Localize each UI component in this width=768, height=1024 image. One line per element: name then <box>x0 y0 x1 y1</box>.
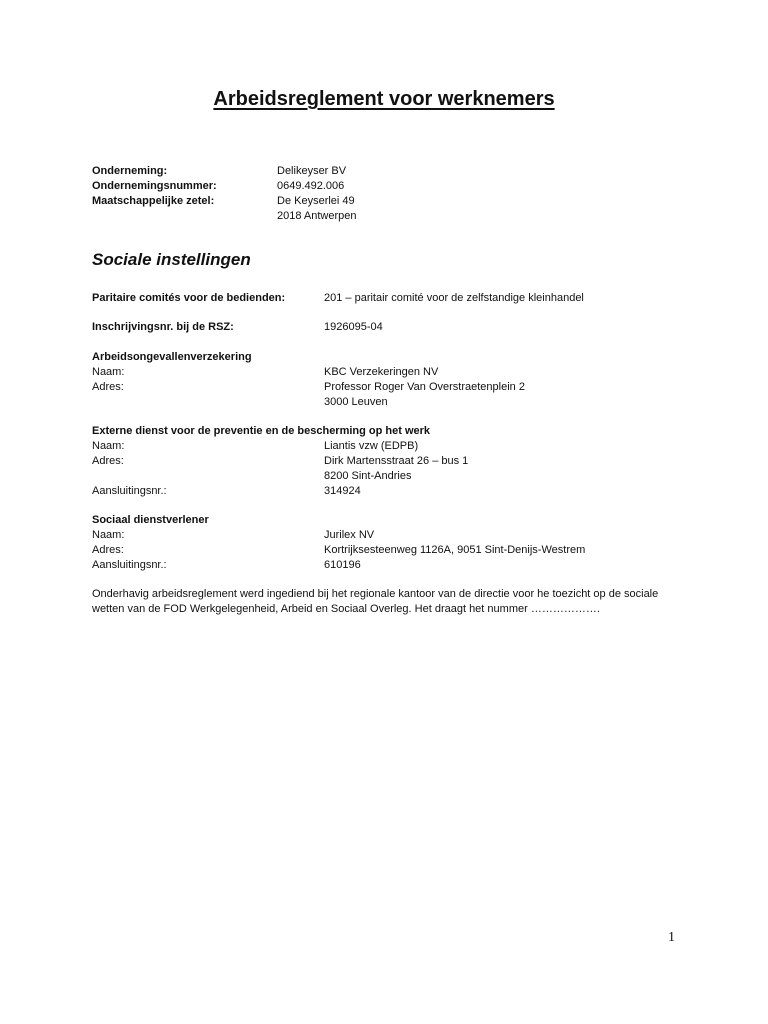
preventie-naam-label: Naam: <box>92 440 125 452</box>
zetel-label: Maatschappelijke zetel: <box>92 195 215 207</box>
preventie-naam-value: Liantis vzw (EDPB) <box>324 440 419 452</box>
onderneming-value: Delikeyser BV <box>277 165 347 177</box>
verzekering-heading: Arbeidsongevallenverzekering <box>92 351 252 363</box>
verzekering-naam-value: KBC Verzekeringen NV <box>324 366 439 378</box>
rsz-label: Inschrijvingsnr. bij de RSZ: <box>92 321 234 333</box>
onderneming-label: Onderneming: <box>92 165 168 177</box>
preventie-adres-label: Adres: <box>92 455 124 467</box>
sociaal-adres-label: Adres: <box>92 544 124 556</box>
document-title: Arbeidsreglement voor werknemers <box>213 88 555 110</box>
zetel-line2: 2018 Antwerpen <box>277 210 357 222</box>
preventie-aansluiting-value: 314924 <box>324 485 361 497</box>
page-number: 1 <box>668 930 675 945</box>
verzekering-adres-line1: Professor Roger Van Overstraetenplein 2 <box>324 381 525 393</box>
ondernemingsnummer-label: Ondernemingsnummer: <box>92 180 217 192</box>
closing-paragraph: Onderhavig arbeidsreglement werd ingediend bij het regionale kantoor van de directie voor he toezicht op de sociale wetten van de FOD Werkgelegenheid, Arbeid en Sociaal Overleg. Het draagt het nummer ………………. <box>92 588 659 615</box>
paritair-value: 201 – paritair comité voor de zelfstandige kleinhandel <box>324 292 584 304</box>
preventie-adres-line1: Dirk Martensstraat 26 – bus 1 <box>324 455 469 467</box>
sociaal-adres-value: Kortrijksesteenweg 1126A, 9051 Sint-Denijs-Westrem <box>324 544 586 556</box>
sociaal-heading: Sociaal dienstverlener <box>92 514 209 526</box>
preventie-aansluiting-label: Aansluitingsnr.: <box>92 485 167 497</box>
section-heading: Sociale instellingen <box>92 250 251 269</box>
paritair-label: Paritaire comités voor de bedienden: <box>92 292 286 304</box>
verzekering-naam-label: Naam: <box>92 366 125 378</box>
sociaal-naam-value: Jurilex NV <box>324 529 375 541</box>
ondernemingsnummer-value: 0649.492.006 <box>277 180 345 192</box>
zetel-line1: De Keyserlei 49 <box>277 195 355 207</box>
sociaal-naam-label: Naam: <box>92 529 125 541</box>
preventie-adres-line2: 8200 Sint-Andries <box>324 470 412 482</box>
sociaal-aansluiting-value: 610196 <box>324 559 361 571</box>
preventie-heading: Externe dienst voor de preventie en de bescherming op het werk <box>92 425 431 437</box>
verzekering-adres-line2: 3000 Leuven <box>324 396 388 408</box>
sociaal-aansluiting-label: Aansluitingsnr.: <box>92 559 167 571</box>
rsz-value: 1926095-04 <box>324 321 383 333</box>
verzekering-adres-label: Adres: <box>92 381 124 393</box>
